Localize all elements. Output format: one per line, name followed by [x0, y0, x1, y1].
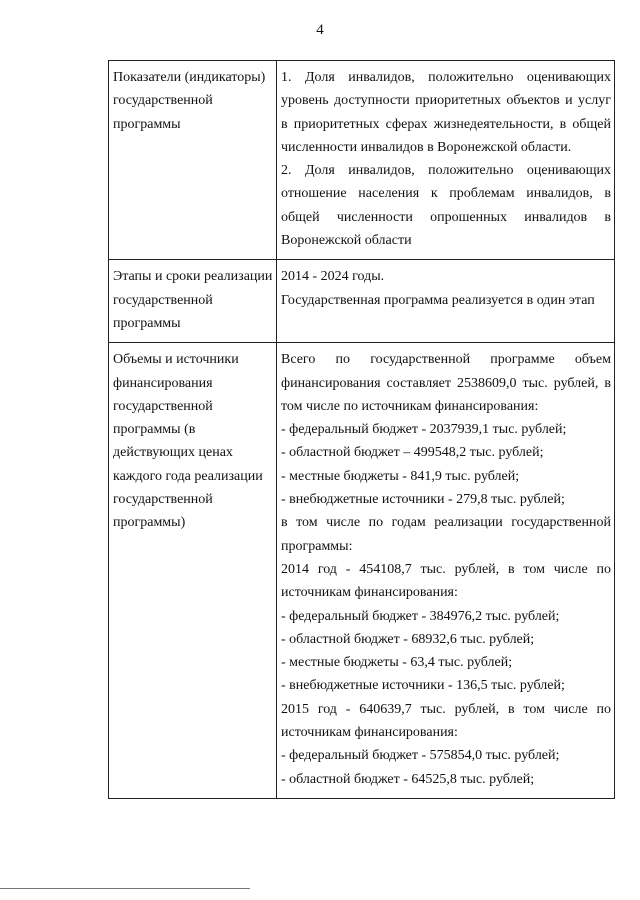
- funding-paragraph: - внебюджетные источники - 136,5 тыс. рублей;: [281, 678, 565, 694]
- indicator-paragraph: 2. Доля инвалидов, положительно оценивающих отношение населения к проблемам инвалидов, в общей численности опрошенных инвалидов в Воронежской области: [281, 163, 611, 249]
- funding-paragraph: - местные бюджеты - 841,9 тыс. рублей;: [281, 468, 520, 484]
- funding-paragraph: Всего по государственной программе объем финансирования составляет 2538609,0 тыс. рублей, в том числе по источникам финансирования:: [281, 352, 611, 414]
- page-number: 4: [316, 22, 324, 38]
- funding-paragraph: 2015 год - 640639,7 тыс. рублей, в том числе по источникам финансирования:: [281, 701, 611, 741]
- row-content-funding: [277, 343, 615, 799]
- stages-paragraph: 2014 - 2024 годы.: [281, 269, 385, 285]
- funding-paragraph: 2014 год - 454108,7 тыс. рублей, в том числе по источникам финансирования:: [281, 561, 611, 601]
- funding-paragraph: - областной бюджет - 64525,8 тыс. рублей;: [281, 771, 535, 787]
- row-label-stages: Этапы и сроки реализации государственной программы: [109, 260, 277, 343]
- funding-paragraph: - областной бюджет - 68932,6 тыс. рублей;: [281, 631, 535, 647]
- row-label-funding: Объемы и источники финансирования государственной программы (в действующих ценах каждого года реализации государственной программы): [109, 343, 277, 799]
- funding-paragraph: - областной бюджет – 499548,2 тыс. рублей;: [281, 445, 544, 461]
- row-content-indicators: [277, 61, 615, 260]
- funding-paragraph: - федеральный бюджет - 2037939,1 тыс. рублей;: [281, 422, 567, 438]
- stages-paragraph: Государственная программа реализуется в один этап: [281, 292, 595, 308]
- table-row: [109, 343, 615, 799]
- indicator-paragraph: 1. Доля инвалидов, положительно оценивающих уровень доступности приоритетных объектов и услуг в приоритетных сферах жизнедеятельности, в общей численности инвалидов в Воронежской области.: [281, 70, 611, 155]
- table-row: [109, 260, 615, 343]
- funding-paragraph: - федеральный бюджет - 384976,2 тыс. рублей;: [281, 608, 560, 624]
- program-passport-table: [108, 60, 615, 799]
- row-content-stages: [277, 260, 615, 343]
- funding-paragraph: в том числе по годам реализации государственной программы:: [281, 515, 611, 554]
- row-label-indicators: Показатели (индикаторы) государственной программы: [109, 61, 277, 260]
- funding-paragraph: - федеральный бюджет - 575854,0 тыс. рублей;: [281, 748, 560, 764]
- funding-paragraph: - внебюджетные источники - 279,8 тыс. рублей;: [281, 492, 565, 508]
- funding-paragraph: - местные бюджеты - 63,4 тыс. рублей;: [281, 655, 513, 671]
- bottom-divider: [0, 888, 250, 889]
- table-row: [109, 61, 615, 260]
